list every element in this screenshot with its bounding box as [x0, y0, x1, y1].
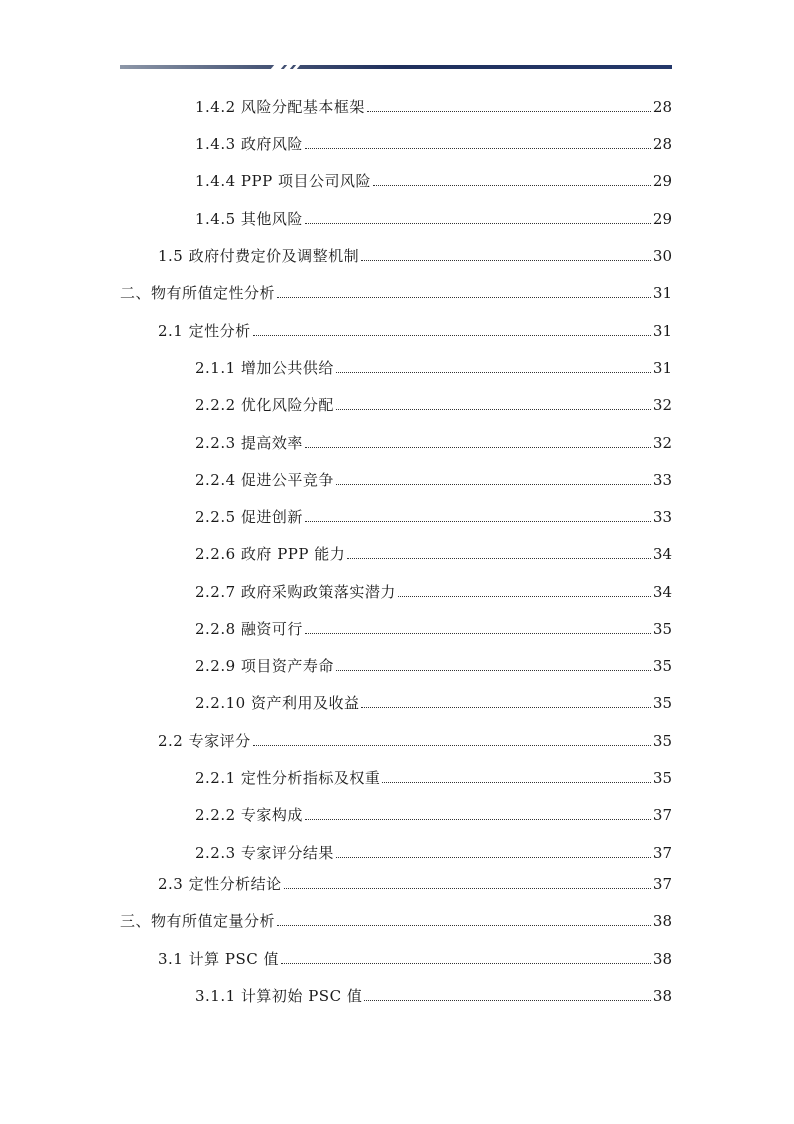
toc-entry[interactable]	[195, 581, 672, 603]
dot-leader	[253, 335, 651, 336]
toc-entry-title: 1.4.3 政府风险	[195, 135, 303, 153]
toc-entry-page: 32	[652, 434, 672, 452]
toc-entry-title: 2.1.1 增加公共供给	[195, 359, 334, 377]
toc-entry-title: 2.2.2 优化风险分配	[195, 396, 334, 414]
dot-leader	[347, 558, 651, 559]
toc-entry-page: 37	[652, 844, 672, 862]
toc-entry[interactable]	[195, 543, 672, 565]
toc-entry-title: 2.2.5 促进创新	[195, 508, 303, 526]
toc-entry-title: 2.1 定性分析	[158, 322, 251, 340]
dot-leader	[305, 633, 651, 634]
dot-leader	[364, 1000, 651, 1001]
toc-entry-title: 1.4.4 PPP 项目公司风险	[195, 172, 371, 190]
toc-entry-page: 35	[652, 694, 672, 712]
toc-entry[interactable]	[158, 245, 672, 267]
toc-entry[interactable]	[195, 394, 672, 416]
dot-leader	[336, 857, 651, 858]
toc-entry[interactable]	[195, 96, 672, 118]
toc-entry-page: 30	[652, 247, 672, 265]
dot-leader	[277, 925, 651, 926]
toc-entry-page: 29	[652, 210, 672, 228]
toc-entry[interactable]	[120, 910, 672, 932]
toc-entry[interactable]	[195, 170, 672, 192]
toc-entry-title: 1.4.5 其他风险	[195, 210, 303, 228]
toc-entry[interactable]	[195, 842, 672, 864]
dot-leader	[277, 297, 651, 298]
dot-leader	[305, 819, 651, 820]
toc-entry-page: 31	[652, 284, 672, 302]
toc-entry-page: 29	[652, 172, 672, 190]
toc-entry[interactable]	[195, 985, 672, 1007]
dot-leader	[367, 111, 651, 112]
dot-leader	[336, 409, 651, 410]
toc-entry-page: 34	[652, 583, 672, 601]
dot-leader	[305, 447, 651, 448]
toc-entry[interactable]	[195, 432, 672, 454]
toc-entry[interactable]	[120, 282, 672, 304]
toc-entry[interactable]	[158, 730, 672, 752]
toc-entry-title: 2.2.6 政府 PPP 能力	[195, 545, 346, 563]
toc-entry[interactable]	[158, 948, 672, 970]
toc-entry[interactable]	[195, 469, 672, 491]
toc-entry-title: 2.2.4 促进公平竞争	[195, 471, 334, 489]
dot-leader	[361, 260, 651, 261]
toc-entry-page: 28	[652, 135, 672, 153]
toc-entry[interactable]	[195, 655, 672, 677]
toc-entry-title: 2.2 专家评分	[158, 732, 251, 750]
dot-leader	[284, 888, 651, 889]
dot-leader	[336, 484, 651, 485]
toc-entry-title: 2.2.10 资产利用及收益	[195, 694, 360, 712]
toc-entry[interactable]	[195, 767, 672, 789]
toc-entry-page: 38	[652, 950, 672, 968]
dot-leader	[373, 185, 651, 186]
toc-entry-title: 2.3 定性分析结论	[158, 875, 282, 893]
dot-leader	[305, 521, 651, 522]
toc-entry-page: 35	[652, 620, 672, 638]
dot-leader	[336, 670, 651, 671]
toc-entry-title: 2.2.2 专家构成	[195, 806, 303, 824]
toc-entry[interactable]	[195, 357, 672, 379]
toc-entry-page: 38	[652, 987, 672, 1005]
dot-leader	[336, 372, 651, 373]
toc-entry-title: 2.2.8 融资可行	[195, 620, 303, 638]
toc-entry[interactable]	[158, 873, 672, 895]
toc-entry-title: 1.4.2 风险分配基本框架	[195, 98, 365, 116]
dot-leader	[281, 963, 651, 964]
toc-entry-title: 三、物有所值定量分析	[120, 912, 276, 930]
dot-leader	[382, 782, 650, 783]
toc-entry-page: 37	[652, 806, 672, 824]
dot-leader	[305, 223, 651, 224]
dot-leader	[361, 707, 650, 708]
toc-entry-title: 3.1 计算 PSC 值	[158, 950, 280, 968]
dot-leader	[253, 745, 651, 746]
toc-entry[interactable]	[195, 804, 672, 826]
toc-entry-page: 35	[652, 657, 672, 675]
toc-entry[interactable]	[195, 506, 672, 528]
toc-entry-title: 2.2.1 定性分析指标及权重	[195, 769, 381, 787]
toc-entry-title: 1.5 政府付费定价及调整机制	[158, 247, 360, 265]
toc-entry-page: 28	[652, 98, 672, 116]
toc-entry-page: 31	[652, 359, 672, 377]
toc-entry[interactable]	[195, 208, 672, 230]
toc-entry-page: 37	[652, 875, 672, 893]
toc-entry[interactable]	[195, 692, 672, 714]
toc-entry-page: 34	[652, 545, 672, 563]
toc-entry-page: 38	[652, 912, 672, 930]
dot-leader	[398, 596, 651, 597]
toc-entry-title: 2.2.9 项目资产寿命	[195, 657, 334, 675]
toc-entry-title: 2.2.7 政府采购政策落实潜力	[195, 583, 396, 601]
dot-leader	[305, 148, 651, 149]
toc-entry-title: 2.2.3 专家评分结果	[195, 844, 334, 862]
toc-entry-title: 3.1.1 计算初始 PSC 值	[195, 987, 363, 1005]
toc-entry[interactable]	[158, 320, 672, 342]
toc-entry[interactable]	[195, 618, 672, 640]
toc-entry-title: 二、物有所值定性分析	[120, 284, 276, 302]
toc-entry-page: 33	[652, 471, 672, 489]
toc-entry-title: 2.2.3 提高效率	[195, 434, 303, 452]
toc-entry-page: 33	[652, 508, 672, 526]
toc-entry-page: 35	[652, 732, 672, 750]
toc-entry-page: 31	[652, 322, 672, 340]
toc-entry[interactable]	[195, 133, 672, 155]
toc-entry-page: 35	[652, 769, 672, 787]
toc-entry-page: 32	[652, 396, 672, 414]
